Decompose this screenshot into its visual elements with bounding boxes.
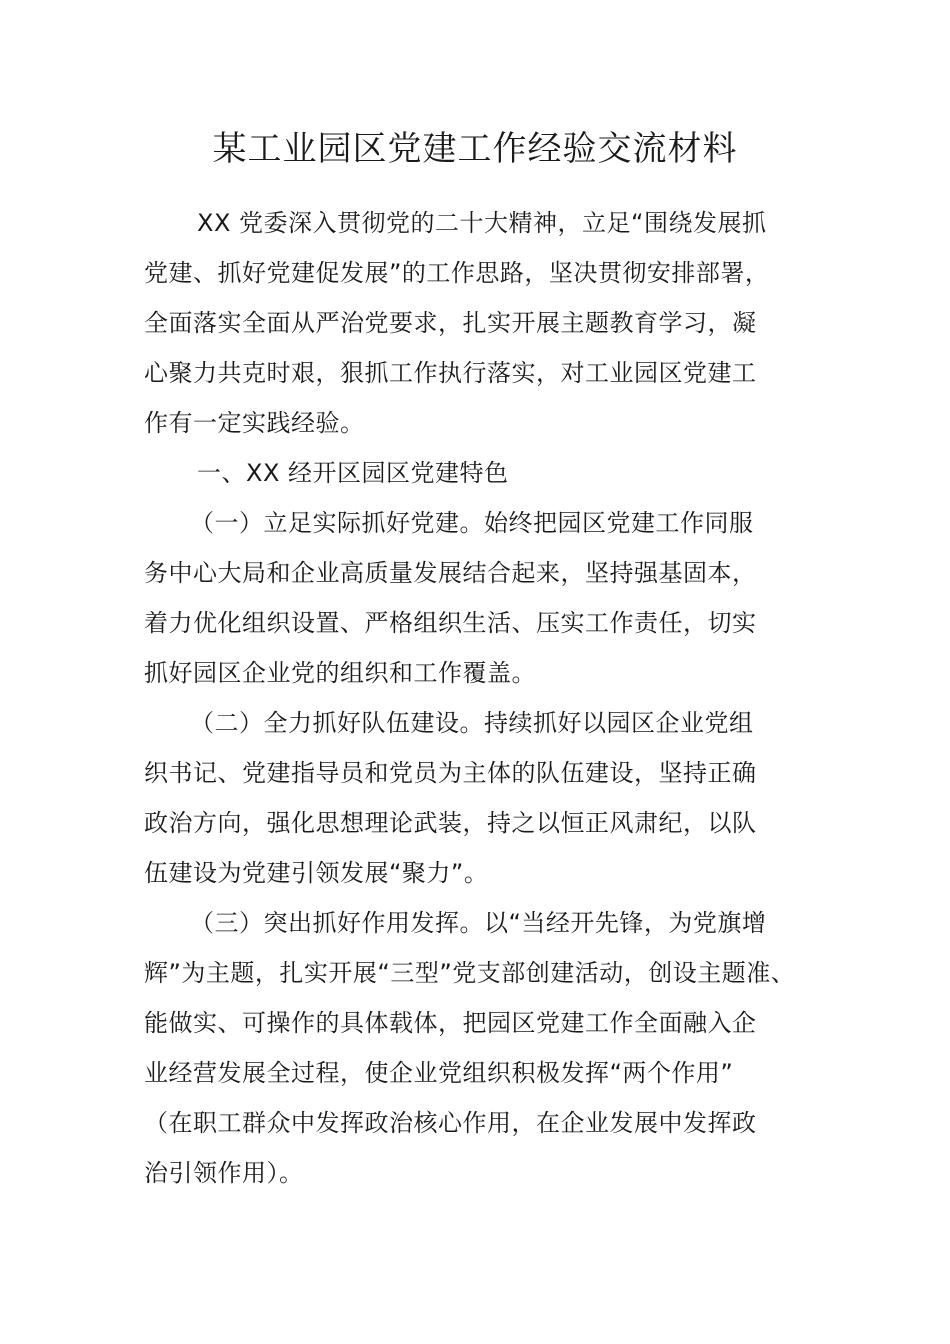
body-line: 织书记、党建指导员和党员为主体的队伍建设，坚持正确 [144,759,757,787]
body-line: 治引领作用）。 [144,1159,304,1187]
body-line: 党建、抓好党建促发展”的工作思路，坚决贯彻安排部署， [144,259,770,287]
body-line: XX 党委深入贯彻党的二十大精神，立足“围绕发展抓 [197,209,767,237]
body-line: （三）突出抓好作用发挥。以“当经开先锋，为党旗增 [190,909,767,937]
body-line: 务中心大局和企业高质量发展结合起来，坚持强基固本， [144,559,757,587]
body-line: 全面落实全面从严治党要求，扎实开展主题教育学习，凝 [144,309,757,337]
body-line: 抓好园区企业党的组织和工作覆盖。 [144,659,536,687]
document-title: 某工业园区党建工作经验交流材料 [212,129,738,169]
body-line: 作有一定实践经验。 [144,409,365,437]
body-line: 政治方向，强化思想理论武装，持之以恒正风肃纪，以队 [144,809,757,837]
body-line: 辉”为主题，扎实开展“三型”党支部创建活动，创设主题准、 [144,959,796,987]
body-line: （二）全力抓好队伍建设。持续抓好以园区企业党组 [190,709,754,737]
body-line: 能做实、可操作的具体载体，把园区党建工作全面融入企 [144,1009,757,1037]
body-line: 伍建设为党建引领发展“聚力”。 [144,859,489,887]
body-line: 心聚力共克时艰，狠抓工作执行落实，对工业园区党建工 [144,359,757,387]
body-line: 着力优化组织设置、严格组织生活、压实工作责任，切实 [144,609,757,637]
body-line: （在职工群众中发挥政治核心作用，在企业发展中发挥政 [144,1109,757,1137]
body-line: 业经营发展全过程，使企业党组织积极发挥“两个作用” [144,1059,734,1087]
body-line: （一）立足实际抓好党建。始终把园区党建工作同服 [190,509,754,537]
section-heading: 一、XX 经开区园区党建特色 [197,459,509,487]
